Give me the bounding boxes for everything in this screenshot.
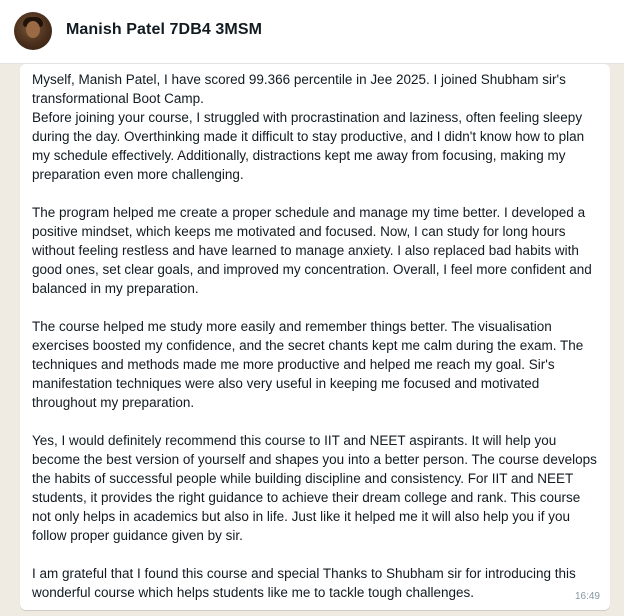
message-paragraph-intro: Myself, Manish Patel, I have scored 99.366 percentile in Jee 2025. I joined Shubham sir's transformational Boot Camp. [32,72,566,106]
message-paragraph-before: Before joining your course, I struggled with procrastination and laziness, often feeling sleepy during the day. Overthinking made it difficult to stay productive, and I didn't know how to plan my schedule effectively. Additionally, distractions kept me away from focusing, making my preparation even more challenging. [32,110,585,182]
message-paragraph-program: The program helped me create a proper schedule and manage my time better. I developed a positive mindset, which keeps me motivated and focused. Now, I can study for long hours without feeling restless and have learned to manage anxiety. I also replaced bad habits with good ones, set clear goals, and improved my concentration. Overall, I feel more confident and balanced in my preparation. [32,205,592,296]
message-paragraph-grateful: I am grateful that I found this course and special Thanks to Shubham sir for introducing this wonderful course which helps students like me to tackle tough challenges. [32,566,576,600]
message-text [32,70,600,602]
chat-header [0,0,624,64]
avatar-face [26,21,40,38]
contact-name[interactable]: Manish Patel 7DB4 3MSM [66,21,263,38]
message-paragraph-recommend: Yes, I would definitely recommend this course to IIT and NEET aspirants. It will help you become the best version of yourself and shapes you into a better person. The course develops the habits of successful people while building discipline and consistency. For IIT and NEET students, it provides the right guidance to achieve their dream college and rank. This course not only helps in academics but also in life. Just like it helped me it will also help you if you follow proper guidance given by sir. [32,433,597,543]
message-timestamp: 16:49 [574,591,600,602]
avatar[interactable] [14,12,52,50]
message-paragraph-course: The course helped me study more easily and remember things better. The visualisation exercises boosted my confidence, and the secret chants kept me calm during the exam. The techniques and methods made me more productive and helped me reach my goal. Sir's manifestation techniques were also very useful in keeping me focused and motivated throughout my preparation. [32,319,584,410]
message-bubble[interactable] [20,64,610,610]
